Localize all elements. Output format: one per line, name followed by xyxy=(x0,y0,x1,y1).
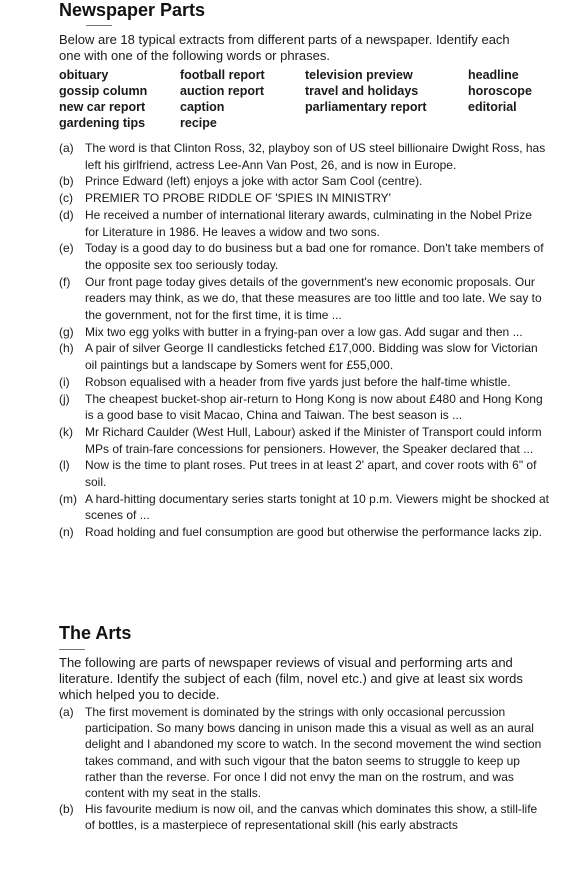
extract-text: Today is a good day to do business but a bad one for romance. Don't take members of the opposite sex too seriously today. xyxy=(85,241,544,272)
extract-label: (b) xyxy=(59,802,74,817)
extract-text: Mr Richard Caulder (West Hull, Labour) asked if the Minister of Transport could inform MPs of train-fare concessions for pensioners. However, the Speaker declared that ... xyxy=(85,424,542,456)
word-item: travel and holidays xyxy=(305,84,419,98)
extract-item xyxy=(59,801,549,833)
arts-extract-list xyxy=(59,704,549,834)
extract-item xyxy=(59,340,549,373)
section-intro-newspaper-parts: Below are 18 typical extracts from different parts of a newspaper. Identify each one with one of the following words or phrases. xyxy=(59,32,510,63)
word-item: recipe xyxy=(180,116,217,130)
title-underline xyxy=(59,649,85,650)
extract-label: (a) xyxy=(59,705,74,719)
word-item: headline xyxy=(468,68,519,82)
extract-label: (e) xyxy=(59,241,74,256)
extract-label: (j) xyxy=(59,391,70,406)
extract-label: (h) xyxy=(59,341,74,356)
extract-item xyxy=(59,524,549,541)
word-item: gossip column xyxy=(59,84,148,98)
word-item: horoscope xyxy=(468,84,532,98)
title-underline xyxy=(86,25,112,26)
extract-item xyxy=(59,424,549,457)
extract-item xyxy=(59,240,549,273)
extract-item xyxy=(59,391,549,424)
word-item: obituary xyxy=(59,68,109,82)
extract-text: Mix two egg yolks with butter in a frying-pan over a low gas. Add sugar and then ... xyxy=(85,324,523,339)
word-item: gardening tips xyxy=(59,116,146,130)
extract-label: (d) xyxy=(59,207,74,222)
extract-text: A pair of silver George II candlesticks fetched £17,000. Bidding was slow for Victorian oil paintings but a landscape by Somers went for £55,000. xyxy=(85,341,538,373)
word-item: new car report xyxy=(59,100,146,114)
extract-text: Our front page today gives details of the government's new economic proposals. Our readers may think, as we do, that these measures are too little and too late. We say to the government, not for the first time, it is time ... xyxy=(85,274,542,323)
extract-label: (m) xyxy=(59,491,77,506)
extract-text: The word is that Clinton Ross, 32, playboy son of US steel billionaire Dwight Ross, has left his girlfriend, actress Lee-Ann Van Post, 26, and is now in Europe. xyxy=(85,141,546,172)
extract-item xyxy=(59,140,549,173)
extract-text: Robson equalised with a header from five yards just before the half-time whistle. xyxy=(85,374,511,389)
extract-label: (g) xyxy=(59,324,74,339)
extract-item xyxy=(59,190,549,207)
extract-item xyxy=(59,207,549,240)
extract-label: (b) xyxy=(59,174,74,189)
extract-label: (k) xyxy=(59,424,73,439)
extract-item xyxy=(59,491,549,524)
extract-label: (l) xyxy=(59,458,70,473)
extract-item xyxy=(59,324,549,341)
extract-label: (c) xyxy=(59,191,73,206)
extract-text: The first movement is dominated by the strings with only occasional percussion participation. So many bows dancing in unison made this a visual as well as an aural delight and I abandoned my score to watch. In the second movement the wind section takes command, and with such vigour that the baton seems to struggle to keep up rather than the reverse. For once I did not envy the man on the rostrum, and was content with my seat in the stalls. xyxy=(85,705,542,801)
extract-text: He received a number of international literary awards, culminating in the Nobel Prize for Literature in 1986. He leaves a widow and two sons. xyxy=(85,207,532,239)
extract-text: Road holding and fuel consumption are good but otherwise the performance lacks zip. xyxy=(85,525,542,540)
word-item: auction report xyxy=(180,84,265,98)
word-item: caption xyxy=(180,100,225,114)
extract-text: PREMIER TO PROBE RIDDLE OF 'SPIES IN MINISTRY' xyxy=(85,191,391,206)
extract-item xyxy=(59,457,549,490)
extract-label: (i) xyxy=(59,374,70,389)
extract-label: (f) xyxy=(59,274,71,289)
word-item: football report xyxy=(180,68,265,82)
section-title-newspaper-parts: Newspaper Parts xyxy=(59,0,206,20)
extract-item xyxy=(59,704,549,801)
extract-text: Now is the time to plant roses. Put trees in at least 2' apart, and cover roots with 6" of soil. xyxy=(85,458,537,490)
word-item: editorial xyxy=(468,100,517,114)
section-title-the-arts: The Arts xyxy=(59,623,132,643)
extract-item xyxy=(59,274,549,324)
extract-item xyxy=(59,173,549,190)
word-item: parliamentary report xyxy=(305,100,427,114)
extract-text: His favourite medium is now oil, and the canvas which dominates this show, a still-life of bottles, is a masterpiece of representational skill (his early abstracts xyxy=(85,802,538,833)
extract-label: (n) xyxy=(59,525,74,540)
extract-text: Prince Edward (left) enjoys a joke with actor Sam Cool (centre). xyxy=(85,174,423,189)
word-item: television preview xyxy=(305,68,413,82)
extract-label: (a) xyxy=(59,141,74,155)
newspaper-extract-list xyxy=(59,140,549,541)
extract-text: A hard-hitting documentary series starts tonight at 10 p.m. Viewers might be shocked at scenes of ... xyxy=(85,491,550,523)
word-list xyxy=(59,67,549,131)
section-intro-the-arts: The following are parts of newspaper reviews of visual and performing arts and literature. Identify the subject of each (film, novel etc.) and give at least six words which helped you to decide. xyxy=(59,655,523,702)
extract-item xyxy=(59,374,549,391)
extract-text: The cheapest bucket-shop air-return to Hong Kong is now about £480 and Hong Kong is a good base to visit Macao, China and Taiwan. The best season is ... xyxy=(85,391,543,423)
